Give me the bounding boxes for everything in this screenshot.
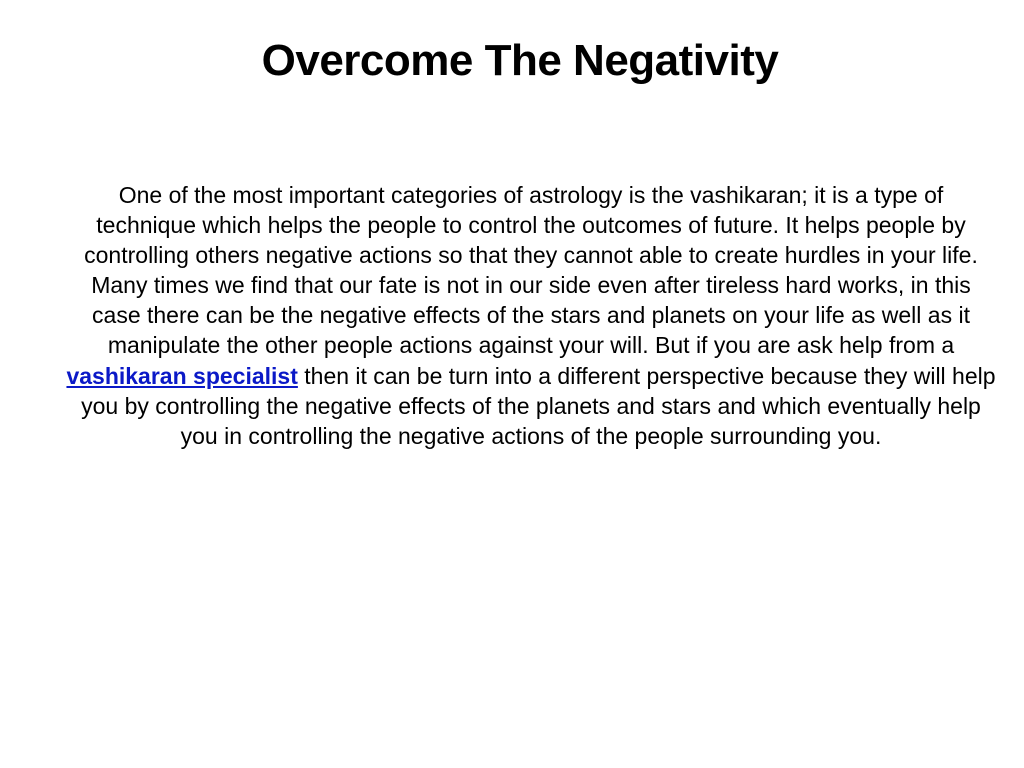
body-text-after-link: then it can be turn into a different perspective because they will help you by controlling the negative effects of the planets and stars and which eventually help you in controlling the negative actions of the people surrounding you. [81, 362, 996, 449]
body-text-before-link: One of the most important categories of astrology is the vashikaran; it is a type of technique which helps the people to control the outcomes of future. It helps people by controlling others negative actions so that they cannot able to create hurdles in your life. Many times we find that our fate is not in our side even after tireless hard works, in this case there can be the negative effects of the stars and planets on your life as well as it manipulate the other people actions against your will. But if you are ask help from a [84, 182, 978, 359]
slide-title: Overcome The Negativity [261, 36, 779, 85]
slide-body-paragraph [66, 180, 996, 451]
vashikaran-specialist-link[interactable]: vashikaran specialist [66, 362, 298, 389]
